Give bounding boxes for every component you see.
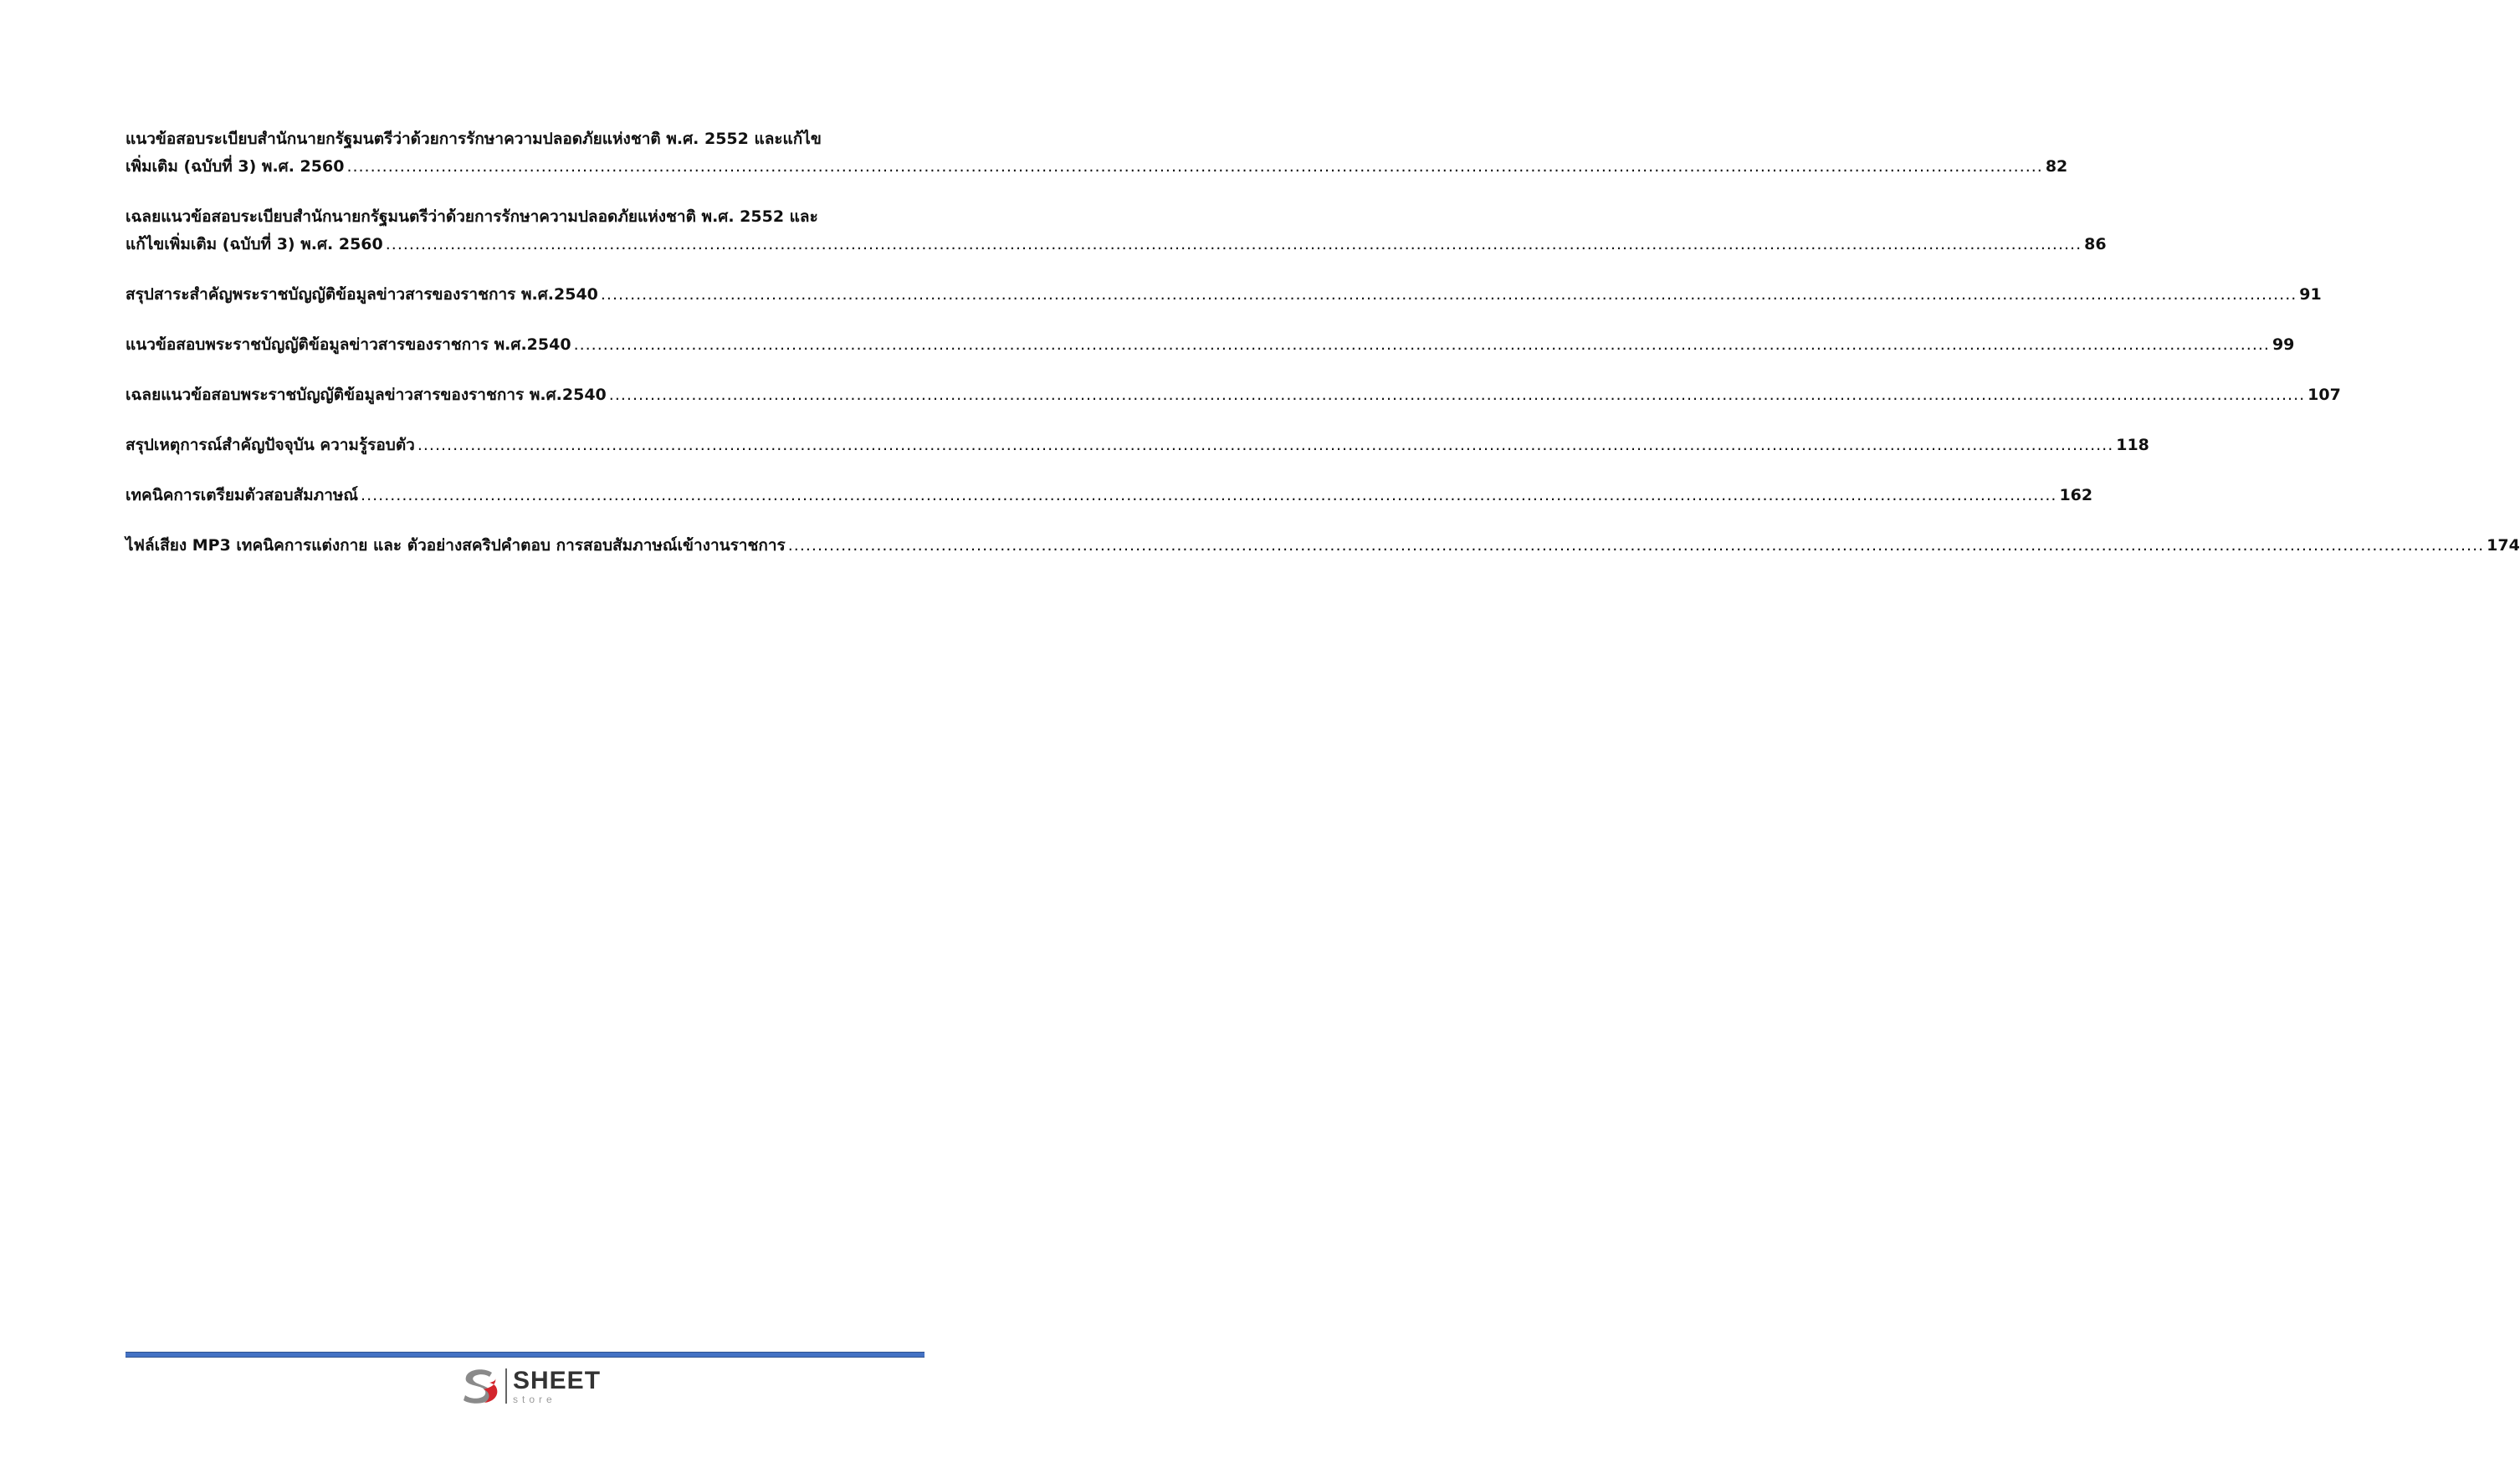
toc-entry-title: สรุปเหตุการณ์สำคัญปัจจุบัน ความรู้รอบตัว (125, 436, 415, 454)
toc-page-number: 162 (2059, 486, 2093, 504)
toc-entry[interactable] (125, 532, 2520, 560)
dot-leader (574, 331, 2270, 359)
toc-entry-title-line-1: เฉลยแนวข้อสอบระเบียบสำนักนายกรัฐมนตรีว่าด้วยการรักษาความปลอดภัยแห่งชาติ พ.ศ. 2552 และ (125, 207, 818, 226)
toc-entry[interactable] (125, 331, 2295, 359)
toc-entry[interactable] (125, 281, 2322, 309)
toc-page-number: 107 (2307, 386, 2341, 404)
dot-leader (386, 231, 2082, 258)
dot-leader (609, 381, 2305, 409)
toc-page-number: 91 (2299, 285, 2322, 304)
logo-subtitle: store (513, 1393, 556, 1405)
toc-entry-title: ไฟล์เสียง MP3 เทคนิคการแต่งกาย และ ตัวอย่างสคริปคำตอบ การสอบสัมภาษณ์เข้างานราชการ (125, 536, 786, 555)
toc-entry[interactable] (125, 432, 2149, 459)
sheet-store-logo (458, 1363, 601, 1409)
toc-entry[interactable] (125, 482, 2093, 509)
toc-entry-title-line-2: เพิ่มเติม (ฉบับที่ 3) พ.ศ. 2560 (125, 157, 345, 176)
sheet-store-logo-icon (458, 1365, 500, 1407)
dot-leader (417, 432, 2113, 459)
toc-entry-title: แนวข้อสอบพระราชบัญญัติข้อมูลข่าวสารของราชการ พ.ศ.2540 (125, 335, 571, 354)
toc-entry-title: เฉลยแนวข้อสอบพระราชบัญญัติข้อมูลข่าวสารของราชการ พ.ศ.2540 (125, 386, 607, 404)
toc-page-number: 82 (2045, 157, 2068, 176)
toc-page-number: 86 (2084, 235, 2107, 253)
logo-text (513, 1368, 601, 1404)
toc-entry-title: เทคนิคการเตรียมตัวสอบสัมภาษณ์ (125, 486, 359, 504)
dot-leader (788, 532, 2484, 560)
toc-entry[interactable] (125, 125, 2068, 181)
logo-word: SHEET (513, 1366, 602, 1394)
logo-separator (505, 1368, 507, 1404)
toc-page-number: 174 (2487, 536, 2520, 555)
toc-page-number: 99 (2272, 335, 2295, 354)
footer-divider (125, 1352, 925, 1358)
toc-page-number: 118 (2116, 436, 2149, 454)
dot-leader (601, 281, 2297, 309)
toc-entry[interactable] (125, 381, 2341, 409)
toc-entry-title-line-1: แนวข้อสอบระเบียบสำนักนายกรัฐมนตรีว่าด้วยการรักษาความปลอดภัยแห่งชาติ พ.ศ. 2552 และแก้ไข (125, 130, 822, 148)
dot-leader (346, 153, 2042, 181)
table-of-contents (125, 125, 2520, 582)
dot-leader (361, 482, 2056, 509)
toc-entry-title: สรุปสาระสำคัญพระราชบัญญัติข้อมูลข่าวสารของราชการ พ.ศ.2540 (125, 285, 598, 304)
toc-entry[interactable] (125, 203, 2107, 258)
toc-entry-title-line-2: แก้ไขเพิ่มเติม (ฉบับที่ 3) พ.ศ. 2560 (125, 235, 383, 253)
